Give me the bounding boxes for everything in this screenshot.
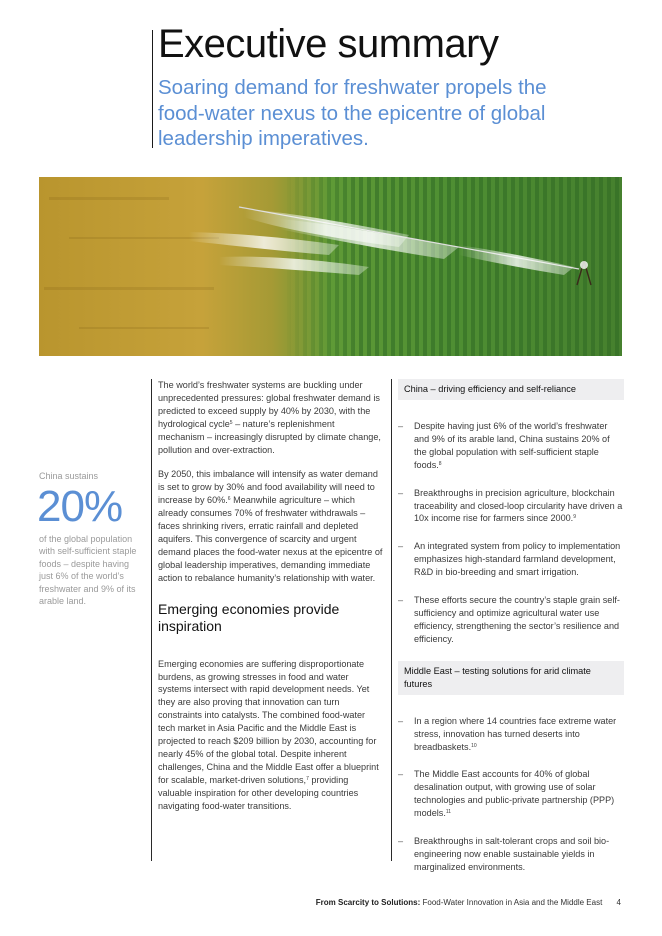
list-item: – These efforts secure the country’s staple grain self-sufficiency and optimize agricultural water use efficiency, strengthening the sector’s resilience and efficiency. [398, 594, 624, 646]
page-subtitle: Soaring demand for freshwater propels the food-water nexus to the epicentre of global leadership imperatives. [158, 76, 547, 150]
footer-report-subtitle: Food-Water Innovation in Asia and the Middle East [422, 898, 603, 907]
page-title: Executive summary [158, 22, 499, 66]
china-section-title: China – driving efficiency and self-reliance [398, 379, 624, 400]
pull-stat-text: of the global population with self-sufficient staple foods – despite having just 6% of the world’s freshwater and 9% of its arable land. [39, 533, 137, 606]
body-paragraph: Emerging economies are suffering disproportionate burdens, as growing stresses in food and water systems intersect with rapid development needs. Yet they are also proving that innovation can turn constraints into catalysts. The combined food-water tech market in Asia Pacific and the Middle East is projected to reach $209 billion by 2030, accounting for nearly 45% of the global total. Despite inherent challenges, China and the Middle East offer a blueprint for scalable, market-driven solutions,$^7$ providing valuable inspiration for other developing countries navigating food-water transitions. [158, 658, 379, 811]
footer-report-title: From Scarcity to Solutions: [315, 898, 421, 907]
irrigation-field-illustration [39, 177, 622, 356]
body-paragraph: The world’s freshwater systems are buckling under unprecedented pressures: global freshwater demand is predicted to exceed supply by 40% by 2030, with the hydrological cycle$^5$ – nature’s replenishment mechanism – increasingly disrupted by climate change, pollution and over-extraction. [158, 380, 381, 455]
list-item: – Breakthroughs in salt-tolerant crops and soil bio-engineering now enable sustainable yields in marginalized environments. [398, 835, 624, 874]
middle-east-section-title: Middle East – testing solutions for arid climate futures [398, 661, 624, 695]
list-item: – Breakthroughs in precision agriculture, blockchain traceability and closed-loop circularity have driven a 10x income rise for farmers since 2000.$^9$ [398, 487, 624, 526]
page-number: 4 [616, 898, 621, 907]
pull-stat-value: 20% [37, 481, 123, 531]
main-column [158, 379, 383, 824]
list-item: – The Middle East accounts for 40% of global desalination output, with growing use of solar technologies and public-private partnership (PPP) models.$^{11}$ [398, 768, 624, 820]
hero-image [39, 177, 622, 356]
middle-column-rule [151, 379, 152, 861]
pull-stat [39, 470, 144, 608]
page-footer [316, 898, 621, 907]
body-paragraph: By 2050, this imbalance will intensify as water demand is set to grow by 30% and food availability will need to increase by 60%.$^6$ Meanwhile agriculture – which already consumes 70% of freshwater withdrawals – faces shrinking rivers, erratic rainfall and depleted aquifers. This convergence of scarcity and urgent demand places the food-water nexus at the epicentre of global leadership imperatives, demanding immediate action to rebalance humanity’s relationship with water. [158, 469, 383, 583]
right-column-rule [391, 379, 392, 861]
middle-east-bullets [398, 715, 624, 874]
side-column [398, 379, 624, 889]
list-item: – An integrated system from policy to implementation emphasizes high-standard farmland development, R&D in bio-breeding and smart irrigation. [398, 540, 624, 579]
section-heading: Emerging economies provide inspiration [158, 600, 340, 634]
title-rule [152, 30, 153, 148]
list-item: – In a region where 14 countries face extreme water stress, innovation has turned deserts into breadbaskets.$^{10}$ [398, 715, 624, 754]
china-bullets [398, 420, 624, 646]
pull-stat-lead: China sustains [39, 471, 99, 481]
list-item: – Despite having just 6% of the world’s freshwater and 9% of its arable land, China sustains 20% of the global population with self-sufficient staple foods.$^8$ [398, 420, 624, 472]
